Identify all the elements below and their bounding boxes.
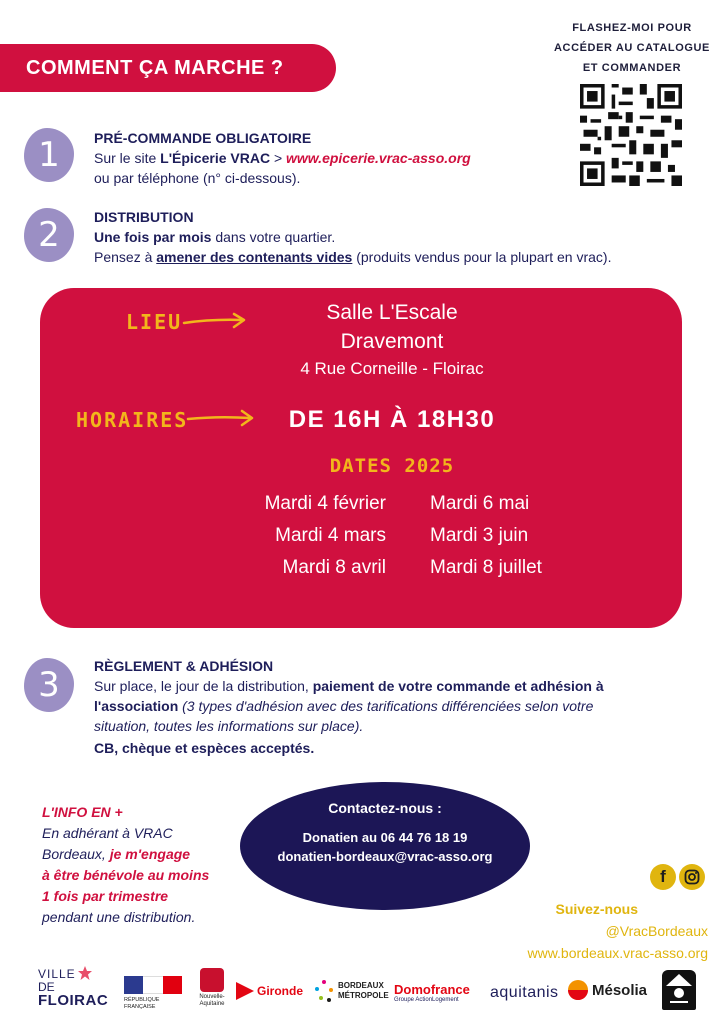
date-item: Mardi 3 juin bbox=[430, 525, 529, 546]
logo-text: FLOIRAC bbox=[38, 992, 109, 1009]
step-3 bbox=[94, 658, 714, 758]
qr-caption bbox=[548, 18, 716, 78]
date-item: Mardi 8 avril bbox=[282, 557, 386, 578]
logo-text: BORDEAUX bbox=[338, 981, 384, 990]
info-title: L'INFO EN + bbox=[42, 804, 123, 820]
containers-reminder: amener des contenants vides bbox=[156, 249, 353, 265]
step-text: Sur le site bbox=[94, 150, 161, 166]
star-icon bbox=[78, 966, 92, 980]
contact-title: Contactez-nous : bbox=[328, 800, 442, 816]
date-item: Mardi 4 février bbox=[264, 493, 386, 514]
info-highlight: à être bénévole au moins bbox=[42, 867, 210, 883]
nouvelle-aquitaine-logo bbox=[194, 968, 230, 1008]
step-1 bbox=[94, 130, 614, 188]
gironde-logo bbox=[236, 982, 303, 1000]
partner-badge-logo bbox=[662, 970, 696, 1010]
arrow-right-icon bbox=[186, 407, 258, 429]
house-icon bbox=[662, 970, 696, 1010]
payment-methods: CB, chèque et espèces acceptés. bbox=[94, 740, 315, 756]
logo-text: Mésolia bbox=[592, 981, 648, 999]
separator-text: > bbox=[270, 150, 287, 166]
logo-text: MÉTROPOLE bbox=[338, 991, 389, 1000]
step-text: ou par téléphone (n° ci-dessous). bbox=[94, 170, 301, 186]
lieu-label: LIEU bbox=[126, 310, 183, 334]
logo-text: Gironde bbox=[257, 984, 304, 998]
section-title: COMMENT ÇA MARCHE ? bbox=[26, 56, 284, 79]
date-item: Mardi 8 juillet bbox=[430, 557, 542, 578]
mesolia-logo bbox=[568, 980, 647, 1000]
epicerie-link[interactable]: www.epicerie.vrac-asso.org bbox=[286, 150, 471, 166]
payment-text: l'association bbox=[94, 698, 179, 714]
payment-text: paiement de votre commande et adhésion à bbox=[312, 678, 604, 694]
metropole-mark-icon bbox=[312, 976, 336, 1006]
step-title: DISTRIBUTION bbox=[94, 209, 194, 225]
contact-oval bbox=[240, 782, 530, 910]
floirac-logo bbox=[38, 968, 108, 1007]
qr-caption-line: ACCÉDER AU CATALOGUE bbox=[553, 42, 710, 54]
gironde-mark-icon bbox=[236, 982, 254, 1000]
step-title: PRÉ-COMMANDE OBLIGATOIRE bbox=[94, 130, 312, 146]
step-number-badge bbox=[24, 208, 74, 262]
contact-email[interactable]: donatien-bordeaux@vrac-asso.org bbox=[277, 849, 493, 864]
follow-label: Suivez-nous bbox=[555, 901, 638, 917]
instagram-icon[interactable] bbox=[679, 864, 705, 890]
facebook-icon[interactable]: f bbox=[650, 864, 676, 890]
section-title-banner bbox=[0, 44, 336, 92]
venue-area: Dravemont bbox=[340, 330, 444, 353]
website-link[interactable]: www.bordeaux.vrac-asso.org bbox=[527, 945, 708, 961]
step-text: (produits vendus pour la plupart en vrac). bbox=[352, 249, 612, 265]
qr-caption-line: FLASHEZ-MOI POUR bbox=[572, 22, 692, 34]
logo-text: Nouvelle-Aquitaine bbox=[199, 994, 225, 1007]
date-item: Mardi 4 mars bbox=[275, 525, 386, 546]
dates-column-right bbox=[430, 488, 600, 584]
info-highlight: je m'engage bbox=[109, 846, 191, 862]
date-item: Mardi 6 mai bbox=[430, 493, 530, 514]
horaires-label: HORAIRES bbox=[76, 408, 189, 432]
membership-note: (3 types d'adhésion avec des tarifications différenciées selon votre bbox=[178, 698, 594, 714]
dates-column-left bbox=[216, 488, 386, 584]
site-name: L'Épicerie VRAC bbox=[160, 150, 271, 166]
info-text: pendant une distribution. bbox=[42, 909, 196, 925]
opening-hours: DE 16H À 18H30 bbox=[288, 406, 496, 433]
step-number-badge bbox=[24, 128, 74, 182]
step-number: 2 bbox=[38, 215, 60, 255]
step-2 bbox=[94, 209, 714, 267]
step-text: Sur place, le jour de la distribution, bbox=[94, 678, 313, 694]
info-highlight: 1 fois par trimestre bbox=[42, 888, 169, 904]
domofrance-logo bbox=[394, 982, 470, 1003]
logo-text: Domofrance bbox=[394, 982, 470, 997]
venue-address: 4 Rue Corneille - Floirac bbox=[300, 359, 484, 378]
membership-note: situation, toutes les informations sur place). bbox=[94, 718, 364, 734]
logo-text: RÉPUBLIQUE FRANÇAISE bbox=[124, 997, 160, 1010]
step-number: 3 bbox=[38, 665, 60, 705]
logo-text: Groupe ActionLogement bbox=[394, 997, 459, 1003]
social-handle[interactable]: @VracBordeaux bbox=[605, 923, 708, 939]
mesolia-mark-icon bbox=[568, 980, 588, 1000]
logo-text: DE bbox=[38, 980, 55, 994]
step-text: Pensez à bbox=[94, 249, 157, 265]
venue-block bbox=[270, 298, 514, 382]
step-title: RÈGLEMENT & ADHÉSION bbox=[94, 658, 274, 674]
venue-name: Salle L'Escale bbox=[326, 301, 458, 324]
republique-logo bbox=[124, 976, 182, 1011]
qr-caption-line: ET COMMANDER bbox=[582, 62, 682, 74]
arrow-right-icon bbox=[182, 310, 250, 332]
step-number: 1 bbox=[38, 135, 60, 175]
dates-title: DATES 2025 bbox=[329, 455, 455, 477]
follow-block bbox=[527, 898, 708, 964]
info-block bbox=[42, 802, 242, 928]
logo-text: VILLE bbox=[38, 967, 76, 981]
info-text: En adhérant à VRAC bbox=[42, 825, 173, 841]
frequency-text: Une fois par mois bbox=[94, 229, 212, 245]
aquitanis-logo: aquitanis bbox=[490, 984, 559, 1001]
contact-phone[interactable]: Donatien au 06 44 76 18 19 bbox=[302, 830, 468, 845]
info-text: Bordeaux, bbox=[42, 846, 110, 862]
bordeaux-metropole-logo bbox=[312, 976, 389, 1006]
step-number-badge bbox=[24, 658, 74, 712]
step-text: dans votre quartier. bbox=[211, 229, 336, 245]
